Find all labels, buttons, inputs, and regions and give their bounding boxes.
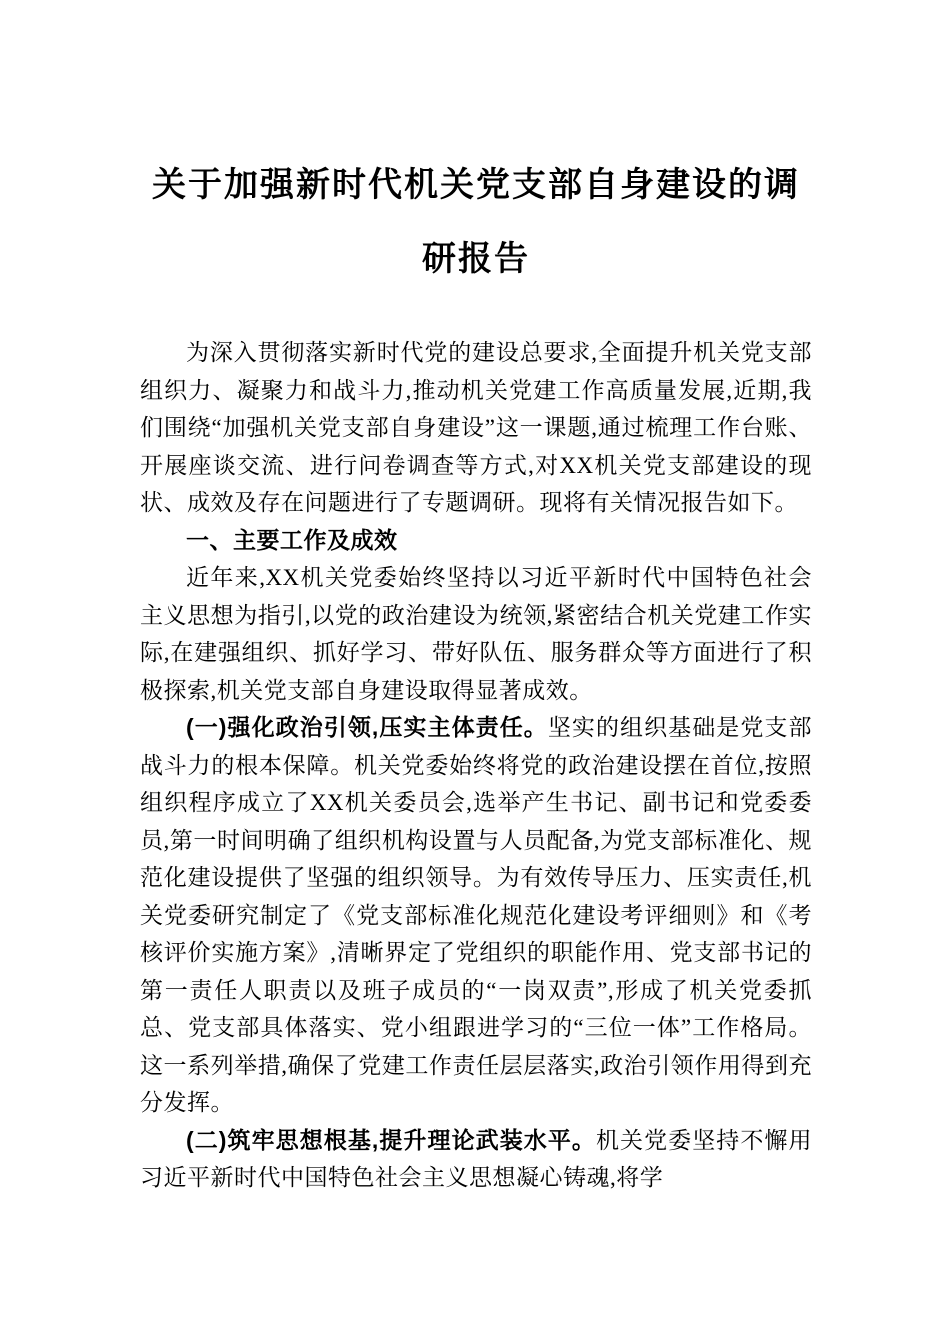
- section-1-item-2-text: 机关党委坚持不懈用习近平新时代中国特色社会主义思想凝心铸魂,将学: [140, 1127, 812, 1190]
- section-1-item-1-lead: (一)强化政治引领,压实主体责任。: [186, 714, 548, 740]
- document-body: [140, 334, 812, 1197]
- section-1-overview-text: 近年来,XX机关党委始终坚持以习近平新时代中国特色社会主义思想为指引,以党的政治建设为统领,紧密结合机关党建工作实际,在建强组织、抓好学习、带好队伍、服务群众等方面进行了积极探索,机关党支部自身建设取得显著成效。: [140, 565, 812, 703]
- intro-paragraph: [140, 334, 812, 522]
- section-1-heading: 一、主要工作及成效: [186, 526, 398, 553]
- document-title: 关于加强新时代机关党支部自身建设的调研报告: [152, 166, 800, 278]
- section-1-item-2-lead: (二)筑牢思想根基,提升理论武装水平。: [186, 1126, 596, 1153]
- section-1-item-2-paragraph: [140, 1122, 812, 1197]
- section-1-item-1-text: 坚实的组织基础是党支部战斗力的根本保障。机关党委始终将党的政治建设摆在首位,按照组织程序成立了XX机关委员会,选举产生书记、副书记和党委委员,第一时间明确了组织机构设置与人员配备,为党支部标准化、规范化建设提供了坚强的组织领导。为有效传导压力、压实责任,机关党委研究制定了《党支部标准化规范化建设考评细则》和《考核评价实施方案》,清晰界定了党组织的职能作用、党支部书记的第一责任人职责以及班子成员的“一岗双责”,形成了机关党委抓总、党支部具体落实、党小组跟进学习的“三位一体”工作格局。这一系列举措,确保了党建工作责任层层落实,政治引领作用得到充分发挥。: [140, 715, 813, 1115]
- section-1-overview-paragraph: [140, 559, 812, 709]
- section-1-item-1-paragraph: [140, 709, 812, 1122]
- intro-text: 为深入贯彻落实新时代党的建设总要求,全面提升机关党支部组织力、凝聚力和战斗力,推动机关党建工作高质量发展,近期,我们围绕“加强机关党支部自身建设”这一课题,通过梳理工作台账、开展座谈交流、进行问卷调查等方式,对XX机关党支部建设的现状、成效及存在问题进行了专题调研。现将有关情况报告如下。: [140, 340, 812, 515]
- section-1-heading-paragraph: [140, 522, 812, 560]
